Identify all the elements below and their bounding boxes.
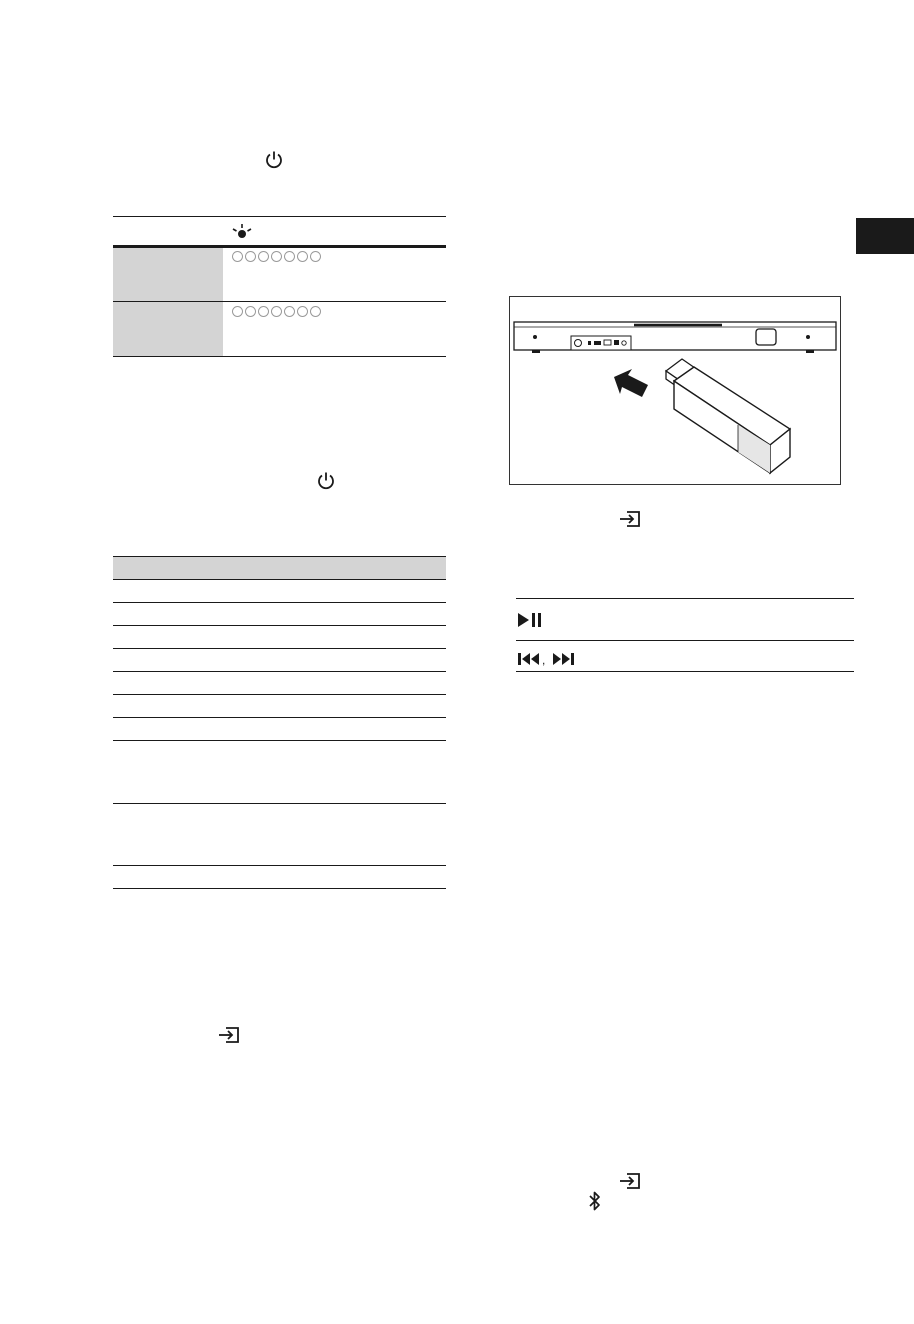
indicator-table-bottom-rule xyxy=(113,356,446,357)
controls-table-bottom-rule xyxy=(516,671,854,672)
settings-table-rule xyxy=(113,602,446,603)
insertion-arrow xyxy=(614,369,648,397)
settings-table-rule xyxy=(113,579,446,580)
led-indicator xyxy=(245,306,256,317)
controls-table-row-divider xyxy=(516,640,854,641)
usb-stick xyxy=(666,359,790,473)
settings-table-rule xyxy=(113,625,446,626)
led-indicator xyxy=(258,251,269,262)
settings-table-rule xyxy=(113,556,446,557)
settings-table-rule xyxy=(113,740,446,741)
led-indicator xyxy=(297,251,308,262)
led-indicator xyxy=(245,251,256,262)
settings-table-rule xyxy=(113,648,446,649)
settings-table-rule xyxy=(113,803,446,804)
power-icon xyxy=(264,150,284,170)
settings-table-rule xyxy=(113,717,446,718)
led-indicator xyxy=(310,306,321,317)
svg-text:,: , xyxy=(542,653,546,667)
language-tab xyxy=(856,218,914,254)
indicator-table-row-2-label-cell xyxy=(113,302,223,356)
indicator-row-1-leds xyxy=(232,251,321,262)
indicator-row-2-leds xyxy=(232,306,321,317)
input-icon xyxy=(618,1171,642,1191)
input-icon xyxy=(618,509,642,529)
usb-insertion-illustration xyxy=(510,297,840,484)
settings-table-rule xyxy=(113,694,446,695)
led-indicator xyxy=(284,306,295,317)
settings-table-rule xyxy=(113,671,446,672)
previous-next-icon xyxy=(517,652,581,666)
input-icon xyxy=(217,1025,241,1045)
settings-table-rule xyxy=(113,865,446,866)
led-indicator xyxy=(271,306,282,317)
led-indicator xyxy=(310,251,321,262)
controls-table-top-rule xyxy=(516,598,854,599)
bluetooth-icon xyxy=(588,1190,602,1212)
settings-table-rule xyxy=(113,888,446,889)
led-indicator xyxy=(271,251,282,262)
indicator-table-top-rule xyxy=(113,216,446,217)
indicator-table-row-1-label-cell xyxy=(113,248,223,301)
play-pause-icon xyxy=(517,612,543,628)
settings-table-header xyxy=(113,557,446,579)
led-indicator xyxy=(232,306,243,317)
led-indicator xyxy=(258,306,269,317)
led-indicator xyxy=(297,306,308,317)
power-icon xyxy=(316,471,336,491)
led-indicator xyxy=(232,251,243,262)
led-indicator xyxy=(284,251,295,262)
indicator-light-icon xyxy=(228,221,256,241)
